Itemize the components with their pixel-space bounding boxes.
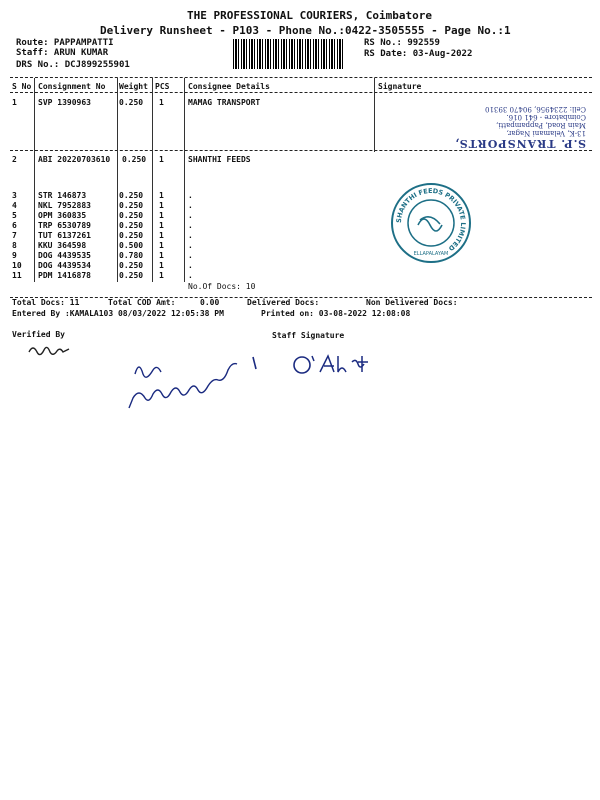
- table-header-rule: [10, 92, 592, 93]
- svg-text:ELLAPALAYAM: ELLAPALAYAM: [413, 251, 449, 257]
- col-sno: S No: [12, 82, 32, 91]
- row-divider: [10, 150, 592, 151]
- delivered-docs: Delivered Docs:: [247, 298, 320, 307]
- col-weight: Weight: [119, 82, 148, 91]
- receiver-signature: [125, 352, 275, 412]
- table-top-rule: [10, 77, 592, 78]
- route-label: Route: PAPPAMPATTI: [16, 38, 114, 48]
- total-cod-label: Total COD Amt:: [108, 298, 176, 307]
- staff-signature-label: Staff Signature: [272, 331, 345, 340]
- transport-stamp: S.P. TRANSPORTS, 13-K, Velamani Nagar, Main Road, Pappampatti, Coimbatore - 641 016. Cell: 2234956, 90470 39310: [454, 105, 586, 150]
- total-docs: Total Docs: 11: [12, 298, 80, 307]
- col-consignee: Consignee Details: [188, 82, 270, 91]
- col-signature: Signature: [378, 82, 422, 91]
- non-delivered-docs: Non Delivered Docs:: [366, 298, 458, 307]
- barcode: [233, 39, 345, 69]
- staff-label: Staff: ARUN KUMAR: [16, 48, 109, 58]
- entered-by: Entered By :KAMALA103 08/03/2022 12:05:38 PM: [12, 309, 224, 318]
- verified-by: Verified By: [12, 330, 65, 339]
- company-title: THE PROFESSIONAL COURIERS, Coimbatore: [187, 9, 433, 22]
- staff-signature: [292, 350, 372, 380]
- svg-text:SHANTHI FEEDS PRIVATE LIMITED: SHANTHI FEEDS PRIVATE LIMITED: [394, 186, 468, 253]
- rs-number: RS No.: 992559: [364, 38, 440, 48]
- rs-date: RS Date: 03-Aug-2022: [364, 49, 473, 59]
- no-of-docs: No.Of Docs: 10: [188, 282, 256, 291]
- col-pcs: PCS: [155, 82, 170, 91]
- seal-signature-icon: [418, 217, 442, 231]
- company-seal: [390, 182, 472, 264]
- verifier-signature: [26, 340, 76, 360]
- printed-on: Printed on: 03-08-2022 12:08:08: [261, 309, 411, 318]
- col-consignment: Consignment No: [38, 82, 106, 91]
- runsheet-title: Delivery Runsheet - P103 - Phone No.:0422-3505555 - Page No.:1: [100, 24, 511, 37]
- total-cod-value: 0.00: [200, 298, 220, 307]
- drs-number: DRS No.: DCJ899255901: [16, 60, 130, 70]
